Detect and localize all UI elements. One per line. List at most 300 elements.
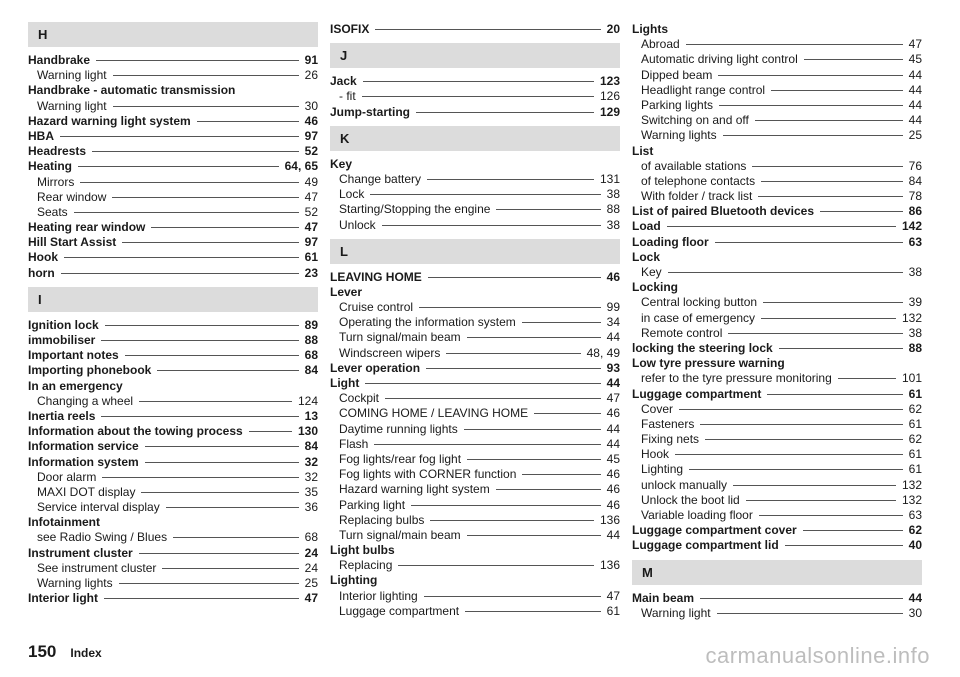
entry-term: Interior lighting — [339, 588, 418, 603]
leader-line — [80, 182, 298, 183]
entry-page-number: 24 — [304, 560, 318, 575]
entry-term: Warning lights — [641, 128, 717, 143]
index-entry — [330, 543, 620, 558]
leader-line — [700, 424, 902, 425]
index-entry — [632, 22, 922, 37]
leader-line — [362, 96, 594, 97]
leader-line — [197, 121, 299, 122]
entry-term: Seats — [37, 204, 68, 219]
leader-line — [60, 136, 299, 137]
index-subentry — [632, 447, 922, 462]
leader-line — [104, 598, 299, 599]
leader-line — [112, 197, 298, 198]
section-letter-heading: L — [330, 239, 620, 264]
index-subentry — [632, 326, 922, 341]
index-entry — [330, 285, 620, 300]
leader-line — [78, 166, 279, 167]
entry-term: Load — [632, 219, 661, 234]
entry-term: Lock — [339, 187, 365, 202]
entry-term: Mirrors — [37, 174, 75, 189]
leader-line — [173, 537, 299, 538]
index-entry — [330, 361, 620, 376]
entry-term: Warning light — [37, 68, 107, 83]
entry-term: of telephone contacts — [641, 173, 756, 188]
entry-page-number: 62 — [908, 523, 922, 538]
entry-page-number: 49 — [304, 174, 318, 189]
leader-line — [411, 505, 601, 506]
entry-term: Ignition lock — [28, 317, 99, 332]
entry-term: Light bulbs — [330, 543, 395, 558]
index-entry — [28, 53, 318, 68]
leader-line — [125, 355, 299, 356]
leader-line — [767, 394, 902, 395]
entry-page-number: 26 — [304, 68, 318, 83]
entry-page-number: 20 — [606, 22, 620, 36]
index-entry — [28, 129, 318, 144]
entry-page-number: 130 — [297, 424, 318, 439]
index-subentry — [632, 311, 922, 326]
leader-line — [752, 166, 902, 167]
leader-line — [398, 565, 594, 566]
entry-page-number: 101 — [901, 371, 922, 386]
leader-line — [102, 477, 298, 478]
index-subentry — [632, 113, 922, 128]
leader-line — [522, 322, 601, 323]
entry-page-number: 34 — [606, 315, 620, 330]
leader-line — [145, 446, 299, 447]
leader-line — [705, 439, 903, 440]
entry-page-number: 63 — [908, 508, 922, 522]
entry-page-number: 88 — [606, 202, 620, 217]
section-letter-heading: K — [330, 126, 620, 151]
entry-term: Cockpit — [339, 391, 380, 406]
entry-term: Jack — [330, 74, 357, 89]
entry-page-number: 97 — [304, 128, 318, 143]
entry-term: Hazard warning light system — [339, 482, 490, 497]
leader-line — [119, 583, 299, 584]
entry-term: Flash — [339, 436, 369, 451]
entry-term: Warning light — [37, 98, 107, 113]
index-entry — [330, 22, 620, 37]
leader-line — [723, 135, 903, 136]
index-entry — [330, 105, 620, 120]
entry-page-number: 39 — [908, 295, 922, 310]
index-subentry — [632, 128, 922, 143]
index-entry — [28, 220, 318, 235]
index-subentry — [330, 391, 620, 406]
leader-line — [430, 520, 594, 521]
entry-page-number: 44 — [606, 527, 620, 542]
entry-page-number: 46 — [606, 269, 620, 284]
index-subentry — [632, 265, 922, 280]
leader-line — [365, 383, 600, 384]
entry-page-number: 44 — [908, 67, 922, 82]
leader-line — [419, 307, 601, 308]
section-letter-heading: H — [28, 22, 318, 47]
entry-term: Jump-starting — [330, 104, 411, 119]
index-entry — [330, 376, 620, 391]
entry-term: Luggage compartment — [339, 603, 460, 618]
entry-page-number: 88 — [908, 340, 922, 355]
entry-term: Headlight range control — [641, 82, 766, 97]
index-subentry — [330, 202, 620, 217]
leader-line — [113, 75, 299, 76]
entry-page-number: 44 — [908, 590, 922, 605]
entry-term: Inertia reels — [28, 408, 96, 423]
entry-term: Luggage compartment lid — [632, 538, 779, 553]
entry-term: Lighting — [641, 462, 684, 477]
entry-page-number: 23 — [304, 265, 318, 280]
index-entry — [632, 591, 922, 606]
leader-line — [686, 44, 903, 45]
entry-page-number: 89 — [304, 317, 318, 332]
leader-line — [74, 212, 299, 213]
entry-term: Fixing nets — [641, 432, 700, 447]
index-entry — [28, 333, 318, 348]
index-subentry — [28, 99, 318, 114]
entry-page-number: 68 — [304, 348, 318, 363]
leader-line — [101, 340, 298, 341]
entry-term: immobiliser — [28, 333, 96, 347]
entry-page-number: 136 — [599, 512, 620, 527]
index-subentry — [632, 478, 922, 493]
index-subentry — [330, 482, 620, 497]
leader-line — [761, 318, 896, 319]
index-subentry — [330, 300, 620, 315]
leader-line — [763, 302, 903, 303]
entry-page-number: 61 — [908, 462, 922, 477]
entry-term: Variable loading floor — [641, 508, 753, 522]
entry-page-number: 132 — [901, 477, 922, 492]
index-entry — [632, 538, 922, 553]
entry-term: Replacing bulbs — [339, 512, 425, 527]
leader-line — [689, 469, 903, 470]
entry-term: Importing phonebook — [28, 363, 152, 378]
index-subentry — [632, 402, 922, 417]
entry-page-number: 84 — [304, 363, 318, 378]
index-column-2 — [330, 22, 620, 619]
entry-page-number: 142 — [901, 219, 922, 234]
index-subentry — [330, 589, 620, 604]
index-entry — [28, 318, 318, 333]
entry-page-number: 76 — [908, 158, 922, 173]
leader-line — [375, 29, 600, 30]
page-number: 150 — [28, 642, 57, 661]
entry-term: See instrument cluster — [37, 560, 157, 575]
leader-line — [464, 429, 601, 430]
entry-page-number: 40 — [908, 538, 922, 553]
leader-line — [370, 194, 600, 195]
leader-line — [758, 196, 902, 197]
entry-term: Luggage compartment — [632, 386, 762, 401]
leader-line — [157, 370, 298, 371]
entry-term: Fog lights with CORNER function — [339, 467, 517, 482]
index-subentry — [632, 159, 922, 174]
index-subentry — [632, 432, 922, 447]
index-column-1 — [28, 22, 318, 606]
entry-term: Locking — [632, 280, 679, 295]
index-subentry — [28, 205, 318, 220]
index-entry — [28, 235, 318, 250]
entry-term: Automatic driving light control — [641, 52, 798, 67]
leader-line — [92, 151, 299, 152]
entry-term: refer to the tyre pressure monitoring — [641, 371, 832, 386]
entry-term: Turn signal/main beam — [339, 330, 461, 345]
entry-term: Central locking button — [641, 295, 758, 310]
entry-page-number: 24 — [304, 545, 318, 560]
entry-term: In an emergency — [28, 378, 123, 393]
entry-term: LEAVING HOME — [330, 269, 422, 284]
entry-page-number: 45 — [908, 52, 922, 67]
leader-line — [667, 226, 896, 227]
index-entry — [28, 409, 318, 424]
leader-line — [467, 459, 601, 460]
leader-line — [139, 401, 292, 402]
entry-term: Information system — [28, 454, 139, 469]
index-subentry — [632, 83, 922, 98]
index-entry — [28, 159, 318, 174]
leader-line — [64, 257, 299, 258]
leader-line — [718, 75, 902, 76]
leader-line — [427, 179, 594, 180]
leader-line — [733, 485, 896, 486]
entry-page-number: 44 — [908, 113, 922, 128]
entry-term: Windscreen wipers — [339, 345, 441, 360]
index-subentry — [330, 437, 620, 452]
entry-page-number: 123 — [599, 74, 620, 89]
index-entry — [632, 219, 922, 234]
entry-page-number: 62 — [908, 401, 922, 416]
section-title: Index — [70, 646, 102, 660]
entry-term: ISOFIX — [330, 22, 370, 36]
entry-term: Parking light — [339, 497, 406, 512]
index-subentry — [330, 218, 620, 233]
entry-term: Infotainment — [28, 515, 100, 530]
index-subentry — [28, 530, 318, 545]
entry-term: unlock manually — [641, 477, 728, 492]
index-subentry — [28, 394, 318, 409]
entry-term: of available stations — [641, 158, 747, 173]
leader-line — [151, 227, 298, 228]
leader-line — [700, 598, 903, 599]
entry-page-number: 86 — [908, 204, 922, 219]
index-entry — [330, 157, 620, 172]
index-subentry — [28, 470, 318, 485]
entry-page-number: 63 — [908, 234, 922, 249]
entry-page-number: 36 — [304, 500, 318, 515]
index-entry — [28, 591, 318, 606]
leader-line — [101, 416, 298, 417]
entry-page-number: 52 — [304, 204, 318, 219]
index-entry — [632, 250, 922, 265]
entry-page-number: 64, 65 — [284, 159, 318, 174]
leader-line — [717, 613, 903, 614]
entry-term: Handbrake — [28, 53, 91, 67]
entry-term: Service interval display — [37, 500, 160, 515]
index-entry — [28, 144, 318, 159]
entry-page-number: 61 — [304, 250, 318, 265]
index-entry — [330, 573, 620, 588]
entry-term: Lock — [632, 249, 661, 264]
entry-term: With folder / track list — [641, 189, 753, 204]
index-subentry — [632, 37, 922, 52]
index-subentry — [330, 172, 620, 187]
index-subentry — [632, 508, 922, 523]
entry-term: Lights — [632, 22, 668, 36]
index-subentry — [330, 89, 620, 104]
section-letter-heading: I — [28, 287, 318, 312]
leader-line — [426, 368, 601, 369]
leader-line — [61, 273, 299, 274]
entry-term: Main beam — [632, 590, 695, 605]
entry-term: Luggage compartment cover — [632, 523, 797, 538]
entry-page-number: 47 — [304, 220, 318, 235]
leader-line — [96, 60, 299, 61]
index-subentry — [330, 406, 620, 421]
entry-term: Unlock the boot lid — [641, 492, 740, 507]
index-entry — [28, 379, 318, 394]
leader-line — [668, 272, 903, 273]
entry-term: Fasteners — [641, 416, 695, 431]
index-entry — [28, 515, 318, 530]
section-letter-heading: M — [632, 560, 922, 585]
entry-page-number: 61 — [606, 603, 620, 618]
entry-term: Important notes — [28, 348, 119, 363]
entry-term: Daytime running lights — [339, 421, 458, 436]
leader-line — [746, 500, 896, 501]
leader-line — [838, 378, 896, 379]
leader-line — [113, 106, 299, 107]
leader-line — [139, 553, 299, 554]
index-subentry — [632, 295, 922, 310]
leader-line — [679, 409, 903, 410]
leader-line — [363, 81, 594, 82]
entry-term: Warning light — [641, 605, 711, 620]
entry-page-number: 93 — [606, 360, 620, 375]
entry-term: Interior light — [28, 591, 98, 606]
entry-term: Key — [330, 156, 353, 171]
entry-term: Warning lights — [37, 576, 113, 590]
entry-term: List of paired Bluetooth devices — [632, 204, 815, 219]
index-subentry — [330, 346, 620, 361]
entry-term: Remote control — [641, 325, 723, 340]
entry-page-number: 25 — [304, 576, 318, 590]
index-subentry — [632, 462, 922, 477]
entry-page-number: 47 — [304, 189, 318, 204]
index-entry — [28, 83, 318, 98]
index-entry — [632, 387, 922, 402]
leader-line — [728, 333, 902, 334]
index-entry — [330, 74, 620, 89]
entry-page-number: 44 — [606, 421, 620, 436]
index-subentry — [632, 371, 922, 386]
entry-term: locking the steering lock — [632, 340, 773, 355]
page-footer — [28, 642, 102, 662]
entry-term: Hazard warning light system — [28, 113, 191, 128]
entry-page-number: 47 — [908, 37, 922, 52]
entry-term: Low tyre pressure warning — [632, 356, 785, 371]
entry-page-number: 78 — [908, 189, 922, 204]
index-entry — [632, 523, 922, 538]
entry-term: HBA — [28, 128, 54, 143]
entry-term: Switching on and off — [641, 113, 749, 128]
index-entry — [28, 363, 318, 378]
leader-line — [446, 353, 580, 354]
entry-term: - fit — [339, 89, 356, 104]
index-subentry — [632, 68, 922, 83]
entry-term: List — [632, 143, 654, 158]
index-subentry — [632, 417, 922, 432]
index-subentry — [28, 561, 318, 576]
entry-term: in case of emergency — [641, 310, 756, 325]
leader-line — [785, 545, 903, 546]
entry-term: Information service — [28, 439, 139, 454]
index-subentry — [330, 498, 620, 513]
entry-term: MAXI DOT display — [37, 484, 136, 499]
entry-term: Information about the towing process — [28, 424, 243, 439]
entry-term: Key — [641, 265, 662, 279]
index-entry — [28, 424, 318, 439]
entry-page-number: 46 — [606, 406, 620, 421]
entry-page-number: 126 — [599, 89, 620, 104]
leader-line — [771, 90, 903, 91]
leader-line — [385, 398, 601, 399]
entry-page-number: 136 — [599, 558, 620, 573]
entry-term: Dipped beam — [641, 67, 713, 82]
index-subentry — [330, 315, 620, 330]
index-subentry — [330, 452, 620, 467]
entry-term: Cover — [641, 401, 674, 416]
leader-line — [467, 337, 601, 338]
entry-page-number: 124 — [297, 393, 318, 408]
entry-term: Unlock — [339, 217, 376, 232]
index-entry — [632, 280, 922, 295]
entry-term: Loading floor — [632, 234, 709, 249]
entry-page-number: 47 — [606, 391, 620, 406]
entry-term: Operating the information system — [339, 315, 516, 330]
entry-page-number: 47 — [606, 588, 620, 603]
leader-line — [162, 568, 298, 569]
leader-line — [428, 277, 601, 278]
leader-line — [522, 474, 600, 475]
entry-page-number: 45 — [606, 451, 620, 466]
leader-line — [141, 492, 298, 493]
leader-line — [166, 507, 299, 508]
entry-term: Lever operation — [330, 360, 421, 375]
leader-line — [804, 59, 903, 60]
leader-line — [779, 348, 903, 349]
entry-term: Hook — [641, 447, 670, 462]
leader-line — [534, 413, 601, 414]
entry-page-number: 52 — [304, 144, 318, 159]
entry-term: horn — [28, 265, 55, 280]
entry-page-number: 132 — [901, 310, 922, 325]
entry-term: Replacing — [339, 558, 393, 573]
leader-line — [416, 112, 594, 113]
entry-page-number: 38 — [908, 265, 922, 279]
entry-term: Hill Start Assist — [28, 235, 117, 250]
index-column-3 — [632, 22, 922, 621]
entry-page-number: 38 — [606, 187, 620, 202]
entry-page-number: 99 — [606, 300, 620, 315]
entry-page-number: 32 — [304, 469, 318, 484]
section-letter-heading: J — [330, 43, 620, 68]
entry-term: Parking lights — [641, 97, 714, 112]
index-entry — [28, 439, 318, 454]
entry-page-number: 131 — [599, 171, 620, 186]
leader-line — [675, 454, 903, 455]
entry-page-number: 88 — [304, 333, 318, 347]
